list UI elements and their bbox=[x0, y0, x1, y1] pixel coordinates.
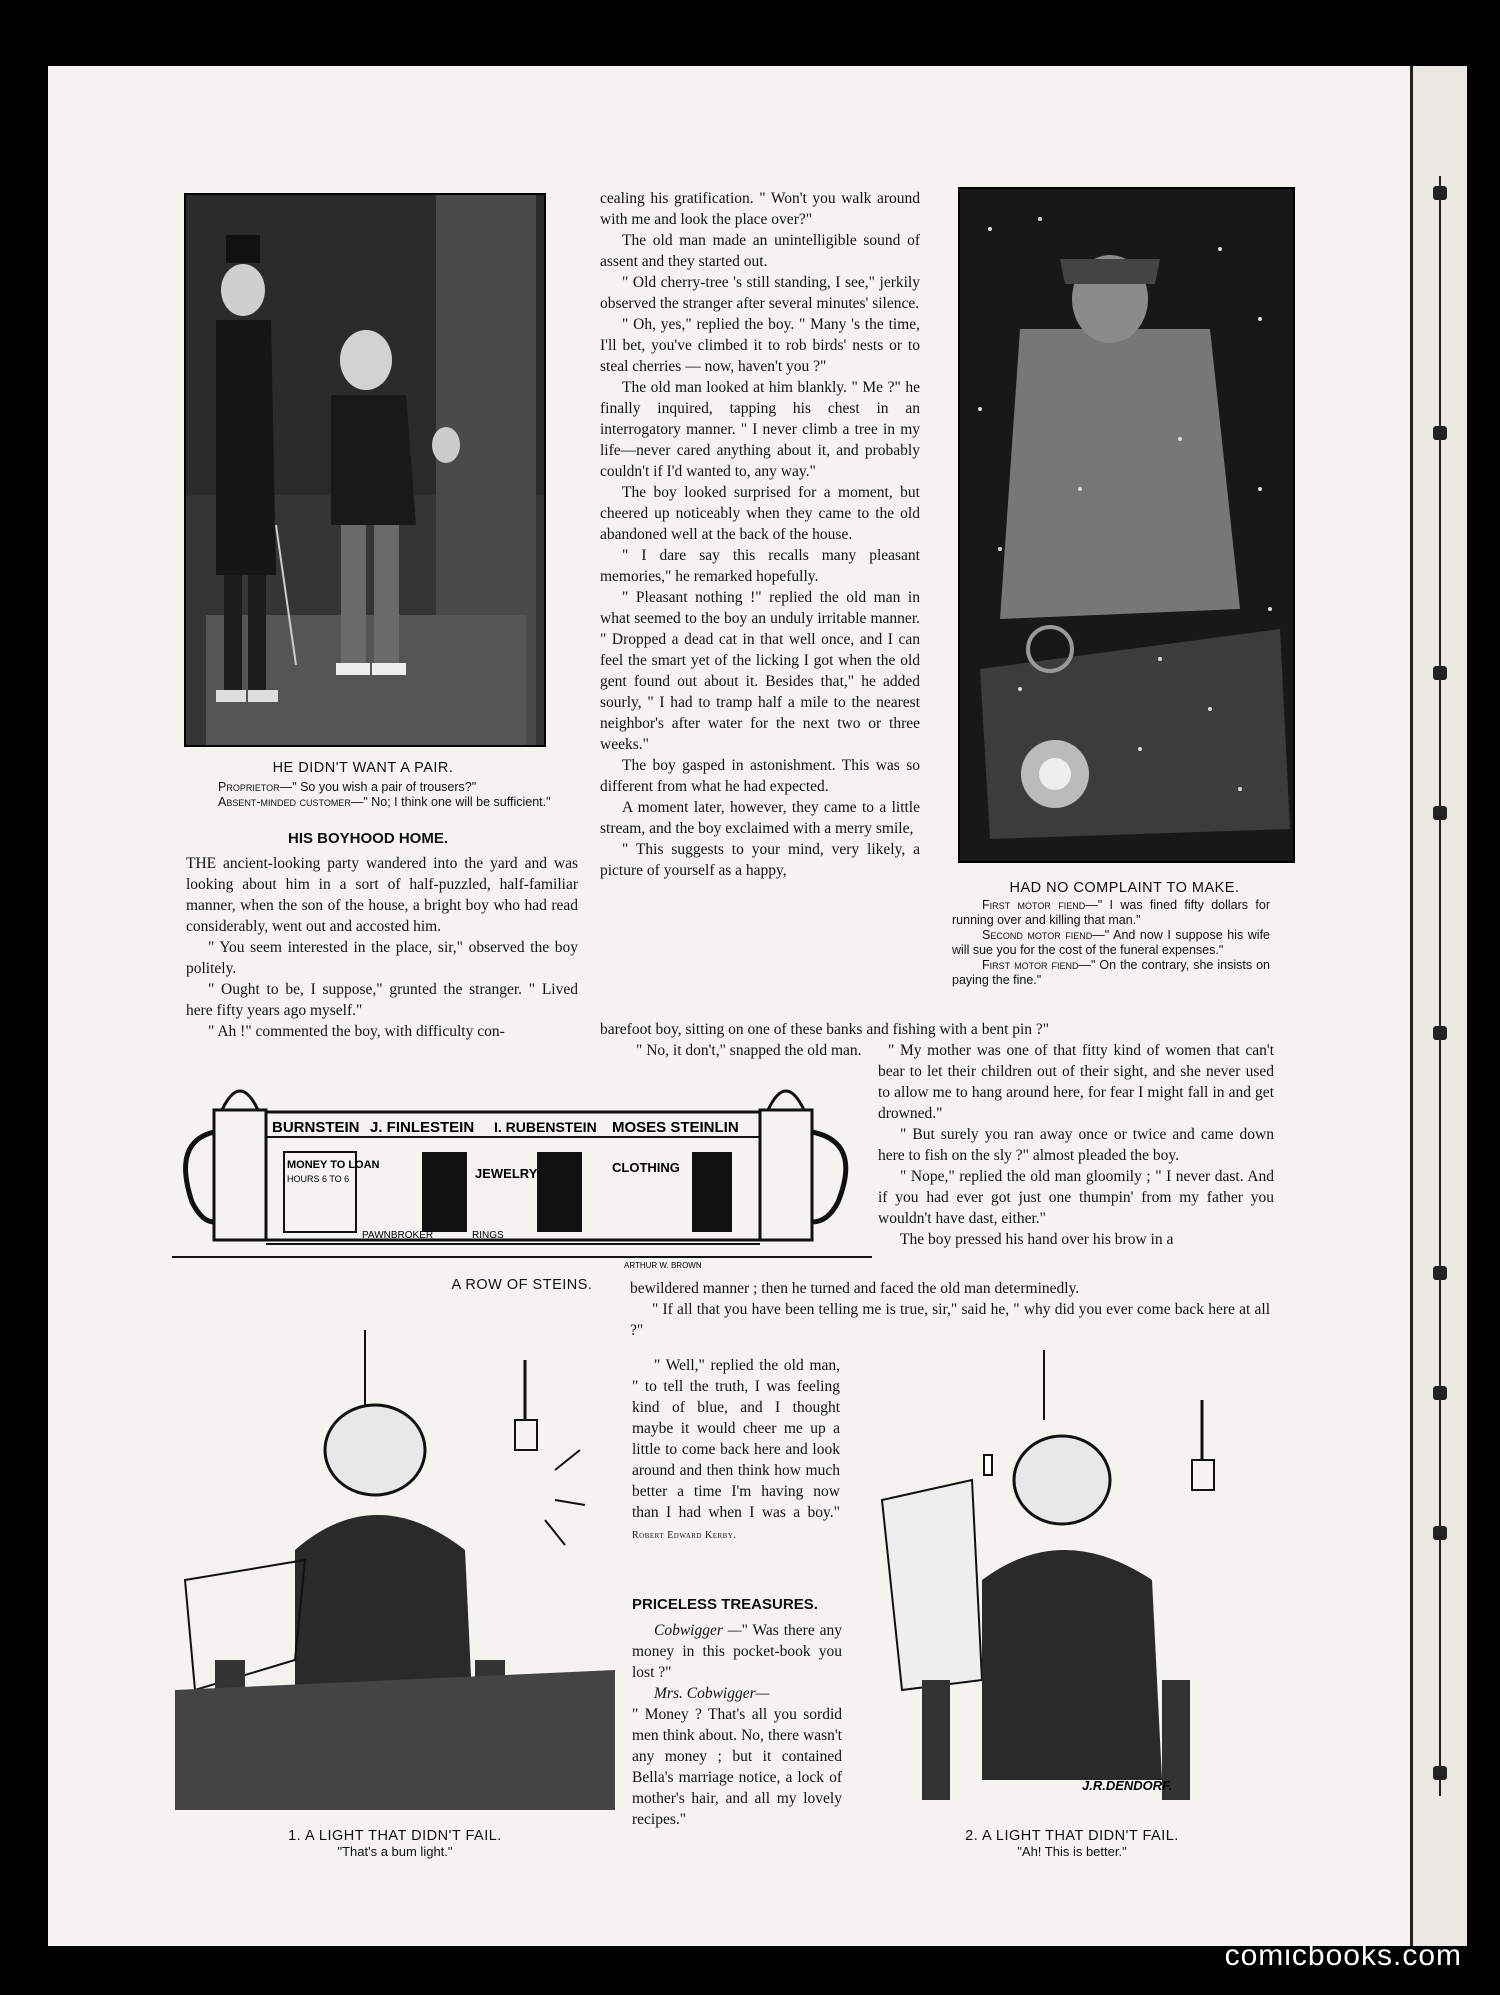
motor-illustration bbox=[958, 187, 1295, 863]
trousers-illustration bbox=[184, 193, 546, 747]
watermark: comicbooks.com bbox=[1224, 1939, 1462, 1972]
steins-illustration bbox=[172, 1072, 872, 1272]
page-edge bbox=[1410, 66, 1467, 1946]
story-author: Robert Edward Kerby. bbox=[632, 1530, 737, 1541]
steins-caption: A ROW OF STEINS. bbox=[451, 1277, 593, 1293]
stein-shop-jewelry: JEWELRY bbox=[475, 1166, 538, 1181]
story-wide-line-2: " No, it don't," snapped the old man. bbox=[636, 1042, 862, 1059]
stein-sign-4: MOSES STEINLIN bbox=[612, 1119, 739, 1136]
stein-artist: ARTHUR W. BROWN bbox=[624, 1261, 702, 1270]
treasures-text: Cobwigger —" Was there any money in this pocket-book you lost ?" Mrs. Cobwigger— " Money ? That's all you sordid men think about. No, there wasn't any money ; but it contained Bella's marriage notice, a lock of mother's hair, and all my lovely recipes." bbox=[632, 1622, 842, 1828]
story-wide-line-4: " If all that you have been telling me is true, sir," said he, " why did you ever come back here at all ?" bbox=[630, 1301, 1270, 1339]
story-column-2: cealing his gratification. " Won't you walk around with me and look the place over?" The old man made an unintelligible sound of assent and they started out. " Old cherry-tree 's still standing, I see," jerkily observed the stranger after several minutes' silence. " Oh, yes," replied the boy. " Many 's the time, I'll bet, you've climbed it to rob birds' nests or to steal cherries — now, haven't you ?" The old man looked at him blankly. " Me ?" he finally inquired, tapping his chest in an interrogatory manner. " I never climb a tree in my life—never cared anything about it, and probably couldn't if I'd wanted to, any way." The boy looked surprised for a moment, but cheered up noticeably when they came to the old abandoned well at the back of the house. " I dare say this recalls many pleasant memories," he remarked hopefully. " Pleasant nothing !" replied the old man in what seemed to the boy an unduly irritable manner. " Dropped a dead cat in that well once, and I can feel the smart yet of the licking I got when the old gent found out about it. Besides that," he added sourly, " I had to tramp half a mile to the nearest neighbor's after water for the next two or three weeks." The boy gasped in astonishment. This was so different from what he had expected. A moment later, however, they came to a little stream, and the boy exclaimed with a merry smile, " This suggests to your mind, very likely, a picture of yourself as a happy, bbox=[600, 190, 920, 879]
stein-sign-3: I. RUBENSTEIN bbox=[494, 1119, 597, 1135]
light1-caption: 1. A LIGHT THAT DIDN'T FAIL. "That's a bum light." bbox=[288, 1828, 502, 1859]
story-column-4: " Well," replied the old man, " to tell the truth, I was feeling kind of blue, and I thought maybe it would cheer me up a little to come back here and look around and then think how much better a time I'm having now than I had when I was a boy." Robert Edward Kerby. bbox=[632, 1357, 840, 1541]
light1-illustration bbox=[175, 1330, 615, 1810]
story-column-3: " My mother was one of that fitty kind of women that can't bear to let their children out of their sight, and she never used to allow me to hang around here, for fear I might fall in and get drowned." " But surely you ran away once or twice and came down here to fish on the sly ?" almost pleaded the boy. " Nope," replied the old man gloomily ; " I never dast. And if you had ever got just one thumpin' from my father you wouldn't have dast, either." The boy pressed his hand over his brow in a bbox=[878, 1042, 1274, 1248]
story-wide-line-3: bewildered manner ; then he turned and faced the old man determinedly. bbox=[630, 1280, 1080, 1297]
cartoon2-title: HAD NO COMPLAINT TO MAKE. bbox=[1009, 880, 1240, 896]
story-column-1: THE ancient-looking party wandered into the yard and was looking about him in a sort of half-puzzled, half-familiar manner, when the son of the house, a bright boy who had read considerably, went out and accosted him. " You seem interested in the place, sir," observed the boy politely. " Ought to be, I suppose," grunted the stranger. " Lived here fifty years ago myself." " Ah !" commented the boy, with difficulty con- bbox=[186, 855, 578, 1040]
light2-illustration bbox=[862, 1350, 1282, 1810]
stein-shop-rings: RINGS bbox=[472, 1230, 504, 1241]
cartoon1-title: HE DIDN'T WANT A PAIR. bbox=[272, 760, 454, 776]
stein-shop-loan: MONEY TO LOAN bbox=[287, 1159, 380, 1171]
story-wide-line-1: barefoot boy, sitting on one of these banks and fishing with a bent pin ?" bbox=[600, 1021, 1050, 1038]
stein-sign-2: J. FINLESTEIN bbox=[370, 1119, 475, 1136]
story-title: HIS BOYHOOD HOME. bbox=[288, 830, 449, 847]
cartoon2-dialogue: First motor fiend—" I was fined fifty dollars for running over and killing that man." Second motor fiend—" And now I suppose his wife will sue you for the cost of the funeral expenses." First motor fiend—" On the contrary, she insists on paying the fine." bbox=[952, 898, 1270, 987]
stein-sign-1: BURNSTEIN bbox=[272, 1119, 360, 1136]
stein-shop-pawnbroker: PAWNBROKER bbox=[362, 1230, 434, 1241]
stein-shop-clothing: CLOTHING bbox=[612, 1160, 680, 1175]
cartoon1-dialogue: Proprietor—" So you wish a pair of trousers?" Absent-minded customer—" No; I think one will be sufficient." bbox=[218, 780, 551, 809]
treasures-title: PRICELESS TREASURES. bbox=[632, 1596, 818, 1613]
light2-caption: 2. A LIGHT THAT DIDN'T FAIL. "Ah! This is better." bbox=[965, 1828, 1179, 1859]
light2-artist: J.R.DENDORF. bbox=[1082, 1778, 1173, 1793]
stein-shop-hours: HOURS 6 TO 6 bbox=[287, 1174, 350, 1184]
